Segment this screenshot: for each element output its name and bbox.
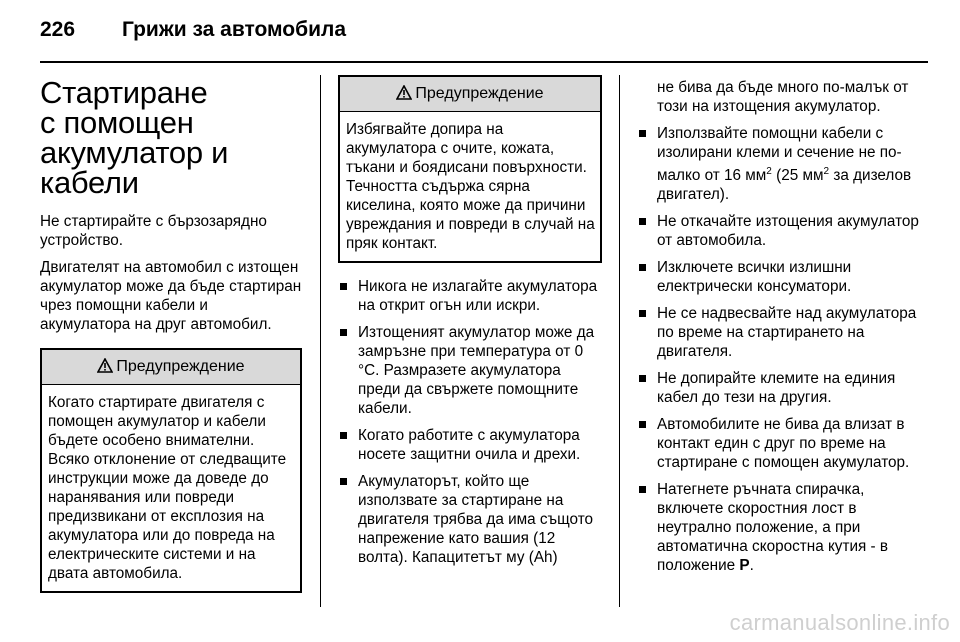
square-bullet-icon	[639, 310, 646, 317]
intro-paragraph-1: Не стартирайте с бързозарядно устройство.	[40, 213, 267, 249]
warning-box-1	[40, 348, 302, 593]
square-bullet-icon	[340, 478, 347, 485]
precautions-list	[338, 277, 602, 567]
square-bullet-icon	[639, 130, 646, 137]
page-header	[40, 18, 928, 58]
square-bullet-icon	[639, 375, 646, 382]
list-item: Изтощеният акумулатор може да замръзне при температура от 0 °C. Размразете акумулатора преди да свържете помощните кабели.	[338, 323, 602, 418]
list-item: Автомобилите не бива да влизат в контакт един с друг по време на стартиране с помощен акумулатор.	[637, 415, 929, 472]
warning-box-2-title: Предупреждение	[415, 85, 544, 102]
list-item: Използвайте помощни кабели с изолирани клеми и сечение не по-малко от 16 $мм^2$ (25 $мм^2$ за дизелов двигател).	[637, 124, 929, 204]
column-3	[637, 78, 929, 583]
column-divider-1	[320, 75, 321, 607]
square-bullet-icon	[639, 264, 646, 271]
list-item: Никога не излагайте акумулатора на открит огън или искри.	[338, 277, 602, 315]
warning-triangle-icon	[396, 85, 412, 100]
warning-triangle-icon	[97, 358, 113, 373]
continued-text: не бива да бъде много по-малък от този на изтощения акумулатор.	[657, 79, 909, 115]
warning-box-2-header	[340, 77, 600, 112]
warning-box-1-text: Когато стартирате двигателя с помощен акумулатор и кабели бъдете особено внимателни. Всяко отклонение от следващите инструкции може да доведе до наранявания или повреди предизвикани от експлозия на акумулатора или до повреда на електрическите системи и на двата автомобила.	[48, 394, 287, 582]
intro-paragraph-2: Двигателят на автомобил с изтощен акумулатор може да бъде стартиран чрез помощни кабели и акумулатора на друг автомобил.	[40, 259, 302, 333]
list-item: Изключете всички излишни електрически консуматори.	[637, 258, 929, 296]
warning-box-2-text: Избягвайте допира на акумулатора с очите, кожата, тъкани и боядисани повърхности. Течността съдържа сярна киселина, която може да причини увреждания и повреди в случай на пряк контакт.	[346, 121, 595, 252]
precautions-list-continued	[637, 124, 929, 575]
warning-box-2	[338, 75, 602, 263]
page-number: 226	[40, 18, 76, 41]
warning-box-1-header	[42, 350, 300, 385]
list-item: Не откачайте изтощения акумулатор от автомобила.	[637, 212, 929, 250]
square-bullet-icon	[639, 486, 646, 493]
list-item: Акумулаторът, който ще използвате за стартиране на двигателя трябва да има същото напрежение като вашия (12 волта). Капацитетът му (Ah)	[338, 472, 602, 567]
square-bullet-icon	[639, 218, 646, 225]
list-item: Когато работите с акумулатора носете защитни очила и дрехи.	[338, 426, 602, 464]
column-divider-2	[619, 75, 620, 607]
square-bullet-icon	[340, 283, 347, 290]
list-item: Не се надвесвайте над акумулатора по време на стартирането на двигателя.	[637, 304, 929, 361]
list-item: Не допирайте клемите на единия кабел до тези на другия.	[637, 369, 929, 407]
section-title: Стартиране с помощен акумулатор и кабели	[40, 75, 229, 200]
list-item: Натегнете ръчната спирачка, включете скоростния лост в неутрално положение, а при автоматична скоростна кутия - в положение P.	[637, 480, 929, 575]
square-bullet-icon	[639, 421, 646, 428]
watermark: carmanualsonline.info	[729, 610, 950, 635]
running-title: Грижи за автомобила	[122, 18, 347, 41]
column-2	[338, 75, 602, 575]
column-1	[40, 75, 302, 593]
warning-box-1-title: Предупреждение	[116, 358, 245, 375]
square-bullet-icon	[340, 329, 347, 336]
square-bullet-icon	[340, 432, 347, 439]
header-divider	[40, 61, 928, 63]
